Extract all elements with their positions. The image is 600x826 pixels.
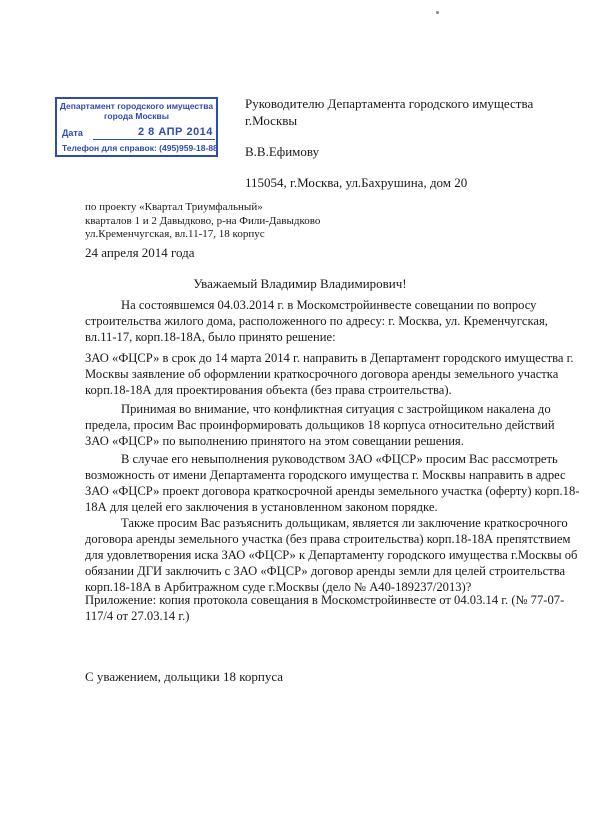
stamp-phone: Телефон для справок: (495)959-18-88 <box>62 143 218 153</box>
paragraph-line: ЗАО «ФЦСР» в срок до 14 марта 2014 г. направить в Департамент городского имущества г. <box>85 351 574 365</box>
stamp-date-label: Дата <box>62 128 83 138</box>
paragraph-line: договора аренды земельного участка (без права строительства) корп.18-18А препятствием <box>85 532 571 546</box>
scan-speck <box>436 11 439 14</box>
paragraph-4 <box>85 451 580 515</box>
paragraph-3 <box>85 401 555 449</box>
paragraph-line: возможность от имени Департамента городского имущества г. Москвы направить в адрес <box>85 468 566 482</box>
paragraph-line: На состоявшемся 04.03.2014 г. в Москомстройинвесте совещании по вопросу <box>121 298 537 312</box>
addressee-address: 115054, г.Москва, ул.Бахрушина, дом 20 <box>245 175 468 190</box>
paragraph-line: В случае его невыполнения руководством ЗАО «ФЦСР» просим Вас рассмотреть <box>121 452 558 466</box>
registration-stamp <box>55 97 218 157</box>
paragraph-line: строительства жилого дома, расположенного по адресу: г. Москва, ул. Кременчугская, <box>85 314 548 328</box>
project-line2: кварталов 1 и 2 Давыдково, р-на Фили-Давыдково <box>85 214 321 227</box>
stamp-org-line2: города Москвы <box>103 111 169 121</box>
signature: С уважением, дольщики 18 корпуса <box>85 669 284 684</box>
paragraph-line: корп.18-18А для проектирования объекта (без права строительства). <box>85 383 452 397</box>
paragraph-line: Принимая во внимание, что конфликтная ситуация с застройщиком накалена до <box>121 402 551 416</box>
stamp-organization <box>57 101 216 121</box>
paragraph-line: 117/4 от 27.03.14 г.) <box>85 609 190 623</box>
paragraph-1 <box>85 297 548 345</box>
paragraph-5 <box>85 515 578 595</box>
paragraph-line: ЗАО «ФЦСР» проект договора краткосрочной аренды земельного участка (оферту) корп.18- <box>85 484 580 498</box>
letter-date: 24 апреля 2014 года <box>85 245 195 260</box>
paragraph-2 <box>85 350 574 398</box>
addressee-line2: г.Москвы <box>245 113 298 128</box>
project-line1: по проекту «Квартал Триумфальный» <box>85 201 263 213</box>
stamp-divider <box>93 139 215 140</box>
paragraph-line: 18А для целей его заключения в установленном законом порядке. <box>85 500 438 514</box>
stamp-org-line1: Департамент городского имущества <box>59 101 214 111</box>
project-line3: ул.Кременчугская, вл.11-17, 18 корпус <box>85 228 265 240</box>
paragraph-line: для удовлетворения иска ЗАО «ФЦСР» к Департаменту городского имущества г.Москвы об <box>85 548 578 562</box>
stamp-date-value: 2 8 АПР 2014 <box>138 126 213 138</box>
attachment-note <box>85 592 565 624</box>
paragraph-line: предела, просим Вас проинформировать дольщиков 18 корпуса относительно действий <box>85 418 555 432</box>
paragraph-line: ЗАО «ФЦСР» по выполнению принятого на этом совещании решения. <box>85 434 464 448</box>
paragraph-line: обязании ДГИ заключить с ЗАО «ФЦСР» договор аренды земли для целей строительства <box>85 564 566 578</box>
paragraph-line: Москвы заявление об оформлении краткосрочного договора аренды земельного участка <box>85 367 559 381</box>
paragraph-line: Приложение: копия протокола совещания в Москомстройинвесте от 04.03.14 г. (№ 77-07- <box>85 593 565 607</box>
addressee-name: В.В.Ефимову <box>245 144 320 159</box>
project-reference <box>85 201 385 242</box>
paragraph-line: Также просим Вас разъяснить дольщикам, является ли заключение краткосрочного <box>121 516 568 530</box>
paragraph-line: корп.18-18А в Арбитражном суде г.Москвы (дело № А40-189237/2013)? <box>85 580 472 594</box>
paragraph-line: вл.11-17, корп.18-18А, было принято решение: <box>85 330 336 344</box>
addressee-line1: Руководителю Департамента городского имущества <box>245 96 534 111</box>
addressee-block <box>245 95 545 191</box>
greeting: Уважаемый Владимир Владимирович! <box>193 276 407 291</box>
